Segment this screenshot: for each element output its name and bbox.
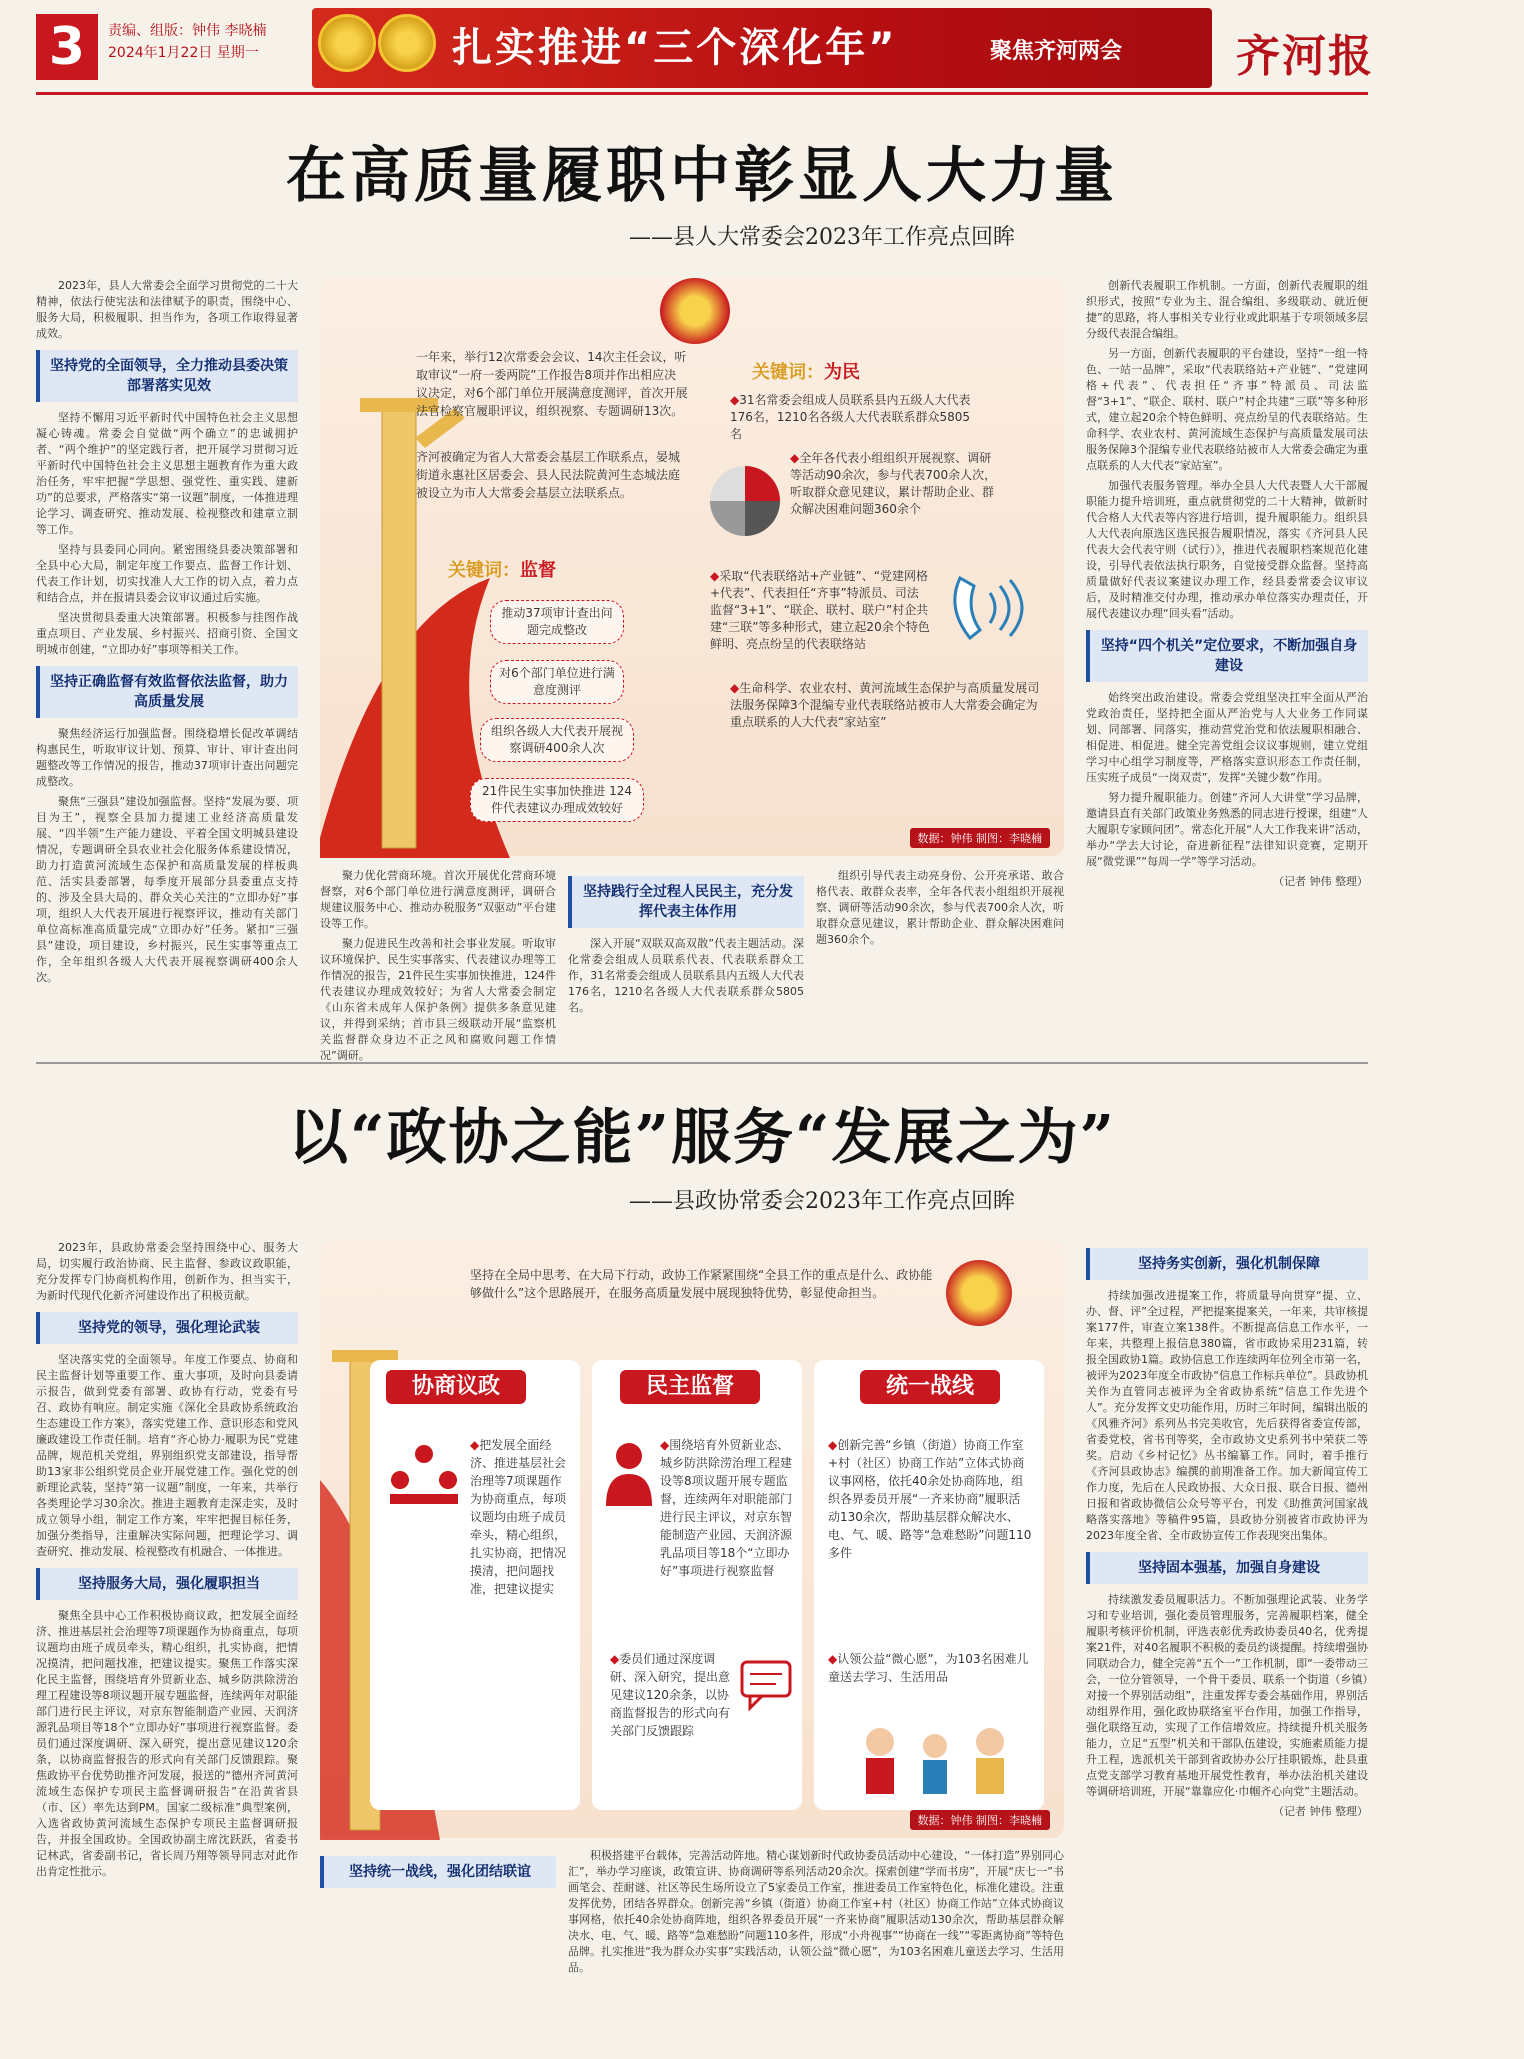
- article1-credit: （记者 钟伟 整理）: [1273, 875, 1368, 888]
- card-body: 围绕培育外贸新业态、城乡防洪除涝治理工程建设等8项议题开展专题监督，连续两年对职能部门进行民主评议，对京东智能制造产业园、天润济源乳品项目等18个“立即办好”事项进行视察监督: [660, 1438, 793, 1578]
- section-heading: 坚持服务大局，强化履职担当: [36, 1568, 298, 1600]
- article1-lead: 2023年，县人大常委会全面学习贯彻党的二十大精神，依法行使宪法和法律赋予的职责，围绕中心、服务大局，积极履职、担当作为，各项工作取得显著成效。: [36, 279, 298, 340]
- newspaper-logo: 齐河报: [1236, 31, 1374, 82]
- paragraph: 聚焦经济运行加强监督。围绕稳增长促改革调结构惠民生，听取审议计划、预算、审计、审计查出问题整改等工作情况的报告，推动37项审计查出问题完成整改。: [36, 727, 298, 788]
- section-heading: 坚持务实创新，强化机制保障: [1086, 1248, 1368, 1280]
- cppcc-emblem-icon: [378, 14, 436, 72]
- supervision-chip: 对6个部门单位进行满意度测评: [490, 660, 624, 704]
- header-rule: [36, 92, 1368, 95]
- phone-icon: [940, 568, 1030, 648]
- page-header: [0, 0, 1404, 95]
- keyword-value: 监督: [520, 560, 556, 581]
- article1-subtitle: ——县人大常委会2023年工作亮点回眸: [629, 225, 1015, 250]
- keyword-supervision: [448, 556, 556, 582]
- keyword-people: [752, 358, 860, 384]
- paragraph: 积极搭建平台载体，完善活动阵地。精心谋划新时代政协委员活动中心建设，“一体打造”界别同心汇”，举办学习座谈，政策宣讲、协商调研等系列活动20余次。探索创建“学而书房”，开展“庆七一”书画笔会、茬耐谜、社区等民生场所设立了5家委员工作室，推进委员工作室特色化，标准化建设。注重发挥优势，团结各界群众。创新完善“乡镇（街道）协商工作室+村（社区）协商工作站”立体式协商议事网格，依托40余处协商阵地，组织各界委员开展“一齐来协商”履职活动130余次，帮助基层群众解决水、电、气、暖、路等“急难愁盼”问题110多件，形成“小舟视事”“协商在一线”“零距离协商”等特色品牌。扎实推进“我为群众办实事”实践活动，认领公益“微心愿”，为103名困难儿童送去学习、生活用品。: [568, 1849, 1064, 1974]
- keyword-value: 为民: [824, 362, 860, 383]
- article2-lead: 2023年，县政协常委会坚持围绕中心、服务大局，切实履行政治协商、民主监督、参政议政职能，充分发挥专门协商机构作用，创新作为、担当实干，为新时代现代化新齐河建设作出了积极贡献。: [36, 1241, 298, 1302]
- section-heading: 坚持“四个机关”定位要求，不断加强自身建设: [1086, 630, 1368, 682]
- article1-left-column: [36, 278, 298, 1054]
- article2-title: 以“政协之能”服务“发展之为”: [287, 1103, 1117, 1173]
- national-emblem-icon: [660, 278, 730, 344]
- card-text: ◆委员们通过深度调研、深入研究，提出意见建议120余条，以协商监督报告的形式向有关部门反馈跟踪: [610, 1652, 731, 1738]
- paragraph: 聚力促进民生改善和社会事业发展。听取审议环境保护、民生实事落实、代表建议办理等工作情况的报告，21件民生实事加快推进，124件代表建议办理成效较好；为省人大常委会制定《山东省未成年人保护条例》提供多条意见建议，并得到采纳；首市县三级联动开展“监察机关监督群众身边不正之风和腐败问题工作情况”调研。: [320, 937, 556, 1062]
- article1-title: 在高质量履职中彰显人大力量: [286, 141, 1118, 211]
- children-illustration-icon: [840, 1720, 1030, 1800]
- infographic-credit: 数据：钟伟 制图：李晓楠: [910, 828, 1051, 848]
- paragraph: 坚持不懈用习近平新时代中国特色社会主义思想凝心铸魂。常委会自觉做“两个确立”的忠诚拥护者、“两个维护”的坚定践行者，把开展学习贯彻习近平新时代中国特色社会主义思想主题教育作为重大政治任务，牢牢把握“学思想、强党性、重实践、建新功”的总要求，严格落实“第一议题”制度，一体推进理论学习、调查研究、推动发展、检视整改和建章立制等工作。: [36, 411, 298, 536]
- card-body: 认领公益“微心愿”，为103名困难儿童送去学习、生活用品: [828, 1652, 1029, 1684]
- card-body: 委员们通过深度调研、深入研究，提出意见建议120余条，以协商监督报告的形式向有关部门反馈跟踪: [610, 1652, 731, 1738]
- section-heading: 坚持践行全过程人民民主，充分发挥代表主体作用: [568, 876, 804, 928]
- card-text: ◆把发展全面经济、推进基层社会治理等7项课题作为协商重点，每项议题均由班子成员牵头，精心组织，扎实协商，把情况摸清，把问题找准，把建议提实: [470, 1438, 567, 1596]
- keyword-label: 关键词：: [752, 362, 824, 383]
- paragraph: 聚力优化营商环境。首次开展优化营商环境督察，对6个部门单位进行满意度测评，调研合规建议服务中心、推动办税服务“双驱动”平台建设等工作。: [320, 869, 556, 930]
- article2-credit: （记者 钟伟 整理）: [1273, 1805, 1368, 1818]
- section-heading: 坚持正确监督有效监督依法监督，助力高质量发展: [36, 666, 298, 718]
- paragraph: 坚决落实党的全面领导。年度工作要点、协商和民主监督计划等重要工作、重大事项，及时向县委请示报告，做到党委有部署、政协有行动，党委有号召、政协有响应。制定实施《深化全县政协系统政治生态建设工作方案》，落实党建工作、意识形态和党风廉政建设工作责任制。培育“齐心协力·履职为民”党建品牌，规范机关党组，界别组织党支部建设，指导帮助13家非公组织党员企业开展党建工作。强化党的创新理论武装，坚持“第一议题”制度，一年来，共举行各类理论学习30余次。推进主题教育走深走实，及时成立领导小组，制定工作方案，牢牢把握目标任务，加强分类指导，注重解决实际问题，把理论学习、调查研究、推动发展、检视整改有机融合、一体推进。: [36, 1353, 298, 1558]
- article1-mid-column-b: [568, 868, 804, 1054]
- section-divider: [36, 1062, 1368, 1064]
- infographic-credit: 数据：钟伟 制图：李晓楠: [910, 1810, 1051, 1830]
- paragraph: 加强代表服务管理。举办全县人大代表暨人大干部履职能力提升培训班，重点就贯彻党的二十大精神，做新时代合格人大代表等内容进行培训，提升履职能力。组织县人大代表向原选区选民报告履职情况，落实《齐河县人民代表大会代表守则（试行）》，推进代表履职档案规范化建设，引导代表依法执行职务，自觉接受群众监督。坚持高质量做好代表议案建议办理工作，经县委常委会议审议后，及时精准交付办理，推动承办单位落实办理责任，开展代表建议办理“回头看”活动。: [1086, 479, 1368, 620]
- card-supervision: [592, 1360, 802, 1810]
- paragraph: 努力提升履职能力。创建“齐河人大讲堂”学习品牌，邀请县直有关部门政策业务熟悉的同志进行授课，组建“人大履职专家顾问团”。常态化开展“人大工作我来讲”活动，举办“学去大讨论，奋进新征程”法律知识竞赛，定期开展“微党课”“每周一学”等学习活动。: [1086, 791, 1368, 868]
- people-bullet: ◆全年各代表小组组织开展视察、调研等活动90余次，参与代表700余人次，听取群众意见建议，累计帮助企业、群众解决困难问题360余个: [790, 451, 997, 516]
- paragraph: 组织引导代表主动亮身份、公开亮承诺、敢合格代表、敢群众表率，全年各代表小组组织开展视察、调研等活动90余次，参与代表700余人次，听取群众意见建议，累计帮助企业、群众解决困难问题360余个。: [816, 869, 1064, 946]
- card-title: 协商议政: [386, 1370, 526, 1404]
- cppcc-emblem-icon: [946, 1260, 1012, 1326]
- article2-mid-column-b: [568, 1848, 1064, 2030]
- editors: 责编、组版：钟伟 李晓楠: [108, 23, 267, 39]
- person-icon: [602, 1440, 656, 1510]
- section-heading: 坚持统一战线，强化团结联谊: [320, 1856, 556, 1888]
- supervision-chip: 推动37项审计查出问题完成整改: [490, 600, 624, 644]
- bullet-text: 全年各代表小组组织开展视察、调研等活动90余次，参与代表700余人次，听取群众意见建议，累计帮助企业、群众解决困难问题360余个: [790, 451, 997, 516]
- pie-decor-icon: [710, 466, 780, 536]
- party-emblem-icon: [318, 14, 376, 72]
- npc-infographic: [320, 278, 1064, 856]
- banner-title: 扎实推进“三个深化年”: [452, 25, 898, 71]
- people-bullet: ◆31名常委会组成人员联系县内五级人大代表176名，1210名各级人大代表联系群众5805名: [730, 393, 971, 441]
- people-bullet: ◆生命科学、农业农村、黄河流域生态保护与高质量发展司法服务保障3个混编专业代表联络站被市人大常委会确定为重点联系的人大代表“家站室”: [730, 681, 1040, 729]
- paragraph: 聚焦“三强县”建设加强监督。坚持“发展为要、项目为王”，视察全县加力提速工业经济高质量发展、“四半领”生产能力建设、平着全国文明城县建设情况，专题调研全县农业社会化服务体系建设情况，助力打造黄河流域生态保护和高质量发展的样板典范、活实县委部署，每季度开展部分县委重点支持的、涉及全县大局的、群众关心关注的“立即办好”事项，组织人大代表开展进行视察评议，推动有关部门单位高标准高质量完成“立即办好”任务。紧扣“三强县”建设，项目建设，乡村振兴，民生实事等重点工作，全年组织各级人大代表开展视察调研400余人次。: [36, 795, 298, 984]
- bullet-text: 生命科学、农业农村、黄河流域生态保护与高质量发展司法服务保障3个混编专业代表联络站被市人大常委会确定为重点联系的人大代表“家站室”: [730, 681, 1040, 729]
- chat-bubble-icon: [740, 1660, 792, 1710]
- paragraph: 持续激发委员履职活力。不断加强理论武装、业务学习和专业培训，强化委员管理服务，完善履职档案，健全履职考核评价机制，评选表彰优秀政协委员40名，优秀提案21件，对40名履职不积极的委员约谈提醒。持续增强协同联动合力，健全完善“五个一”工作机制，即“一委带动三会，一位分管领导，一个骨干委员、联系一个街道（乡镇）对接一个界别活动组”，注重发挥专委会基础作用，界别活动组界作用，强化政协联络室平台作用，加强工作指导，强化联络互动，实现了工作信增效应。持续提升机关服务能力，立足“五型”机关和干部队伍建设，实施素质能力提升工程，选派机关干部到省政协办公厅挂职锻炼，赴县重点党支部学习教育基地开展党性教育，举办法治机关建设等调研培训班，开展“靠靠应化·巾帼齐心向党”主题活动。: [1086, 1593, 1368, 1798]
- paragraph: 深入开展“双联双高双散”代表主题活动。深化常委会组成人员联系代表、代表联系群众工作，31名常委会组成人员联系县内五级人大代表176名，1210名各级人大代表联系群众5805名。: [568, 937, 804, 1014]
- card-title: 民主监督: [620, 1370, 760, 1404]
- card-body: 创新完善“乡镇（街道）协商工作室+村（社区）协商工作站”立体式协商议事网格，依托40余处协商阵地，组织各界委员开展“一齐来协商”履职活动130余次，帮助基层群众解决水、电、气、暖、路等“急难愁盼”问题110多件: [828, 1438, 1032, 1560]
- npc-intro-a: 一年来，举行12次常委会会议、14次主任会议，听取审议“一府一委两院”工作报告8项并作出相应决议决定，对6个部门单位开展满意度测评，首次开展法官检察官履职评议，组织视察、专题调研13次。: [416, 350, 688, 418]
- bullet-text: 采取“代表联络站+产业链”、“党建网格+代表”、代表担任“齐事”特派员、司法监督“3+1”、“联企、联村、联户”村企共建“三联”等多种形式，建立起20余个特色鲜明、亮点纷呈的代表联络站: [710, 569, 930, 651]
- card-title: 统一战线: [860, 1370, 1000, 1404]
- card-text: ◆认领公益“微心愿”，为103名困难儿童送去学习、生活用品: [828, 1652, 1029, 1684]
- article2-left-column: [36, 1240, 298, 2030]
- paragraph: 创新代表履职工作机制。一方面，创新代表履职的组织形式，按照“专业为主、混合编组、多级联动、就近便捷”的思路，将人事相关专业行业或此职基于专项领域多层分级代表混合编组。: [1086, 279, 1368, 340]
- section-heading: 坚持党的全面领导，全力推动县委决策部署落实见效: [36, 350, 298, 402]
- article2-right-column: [1086, 1240, 1368, 2030]
- supervision-chip: 组织各级人大代表开展视察调研400余人次: [480, 718, 634, 762]
- banner-subtitle: 聚焦齐河两会: [990, 39, 1123, 64]
- section-heading: 坚持固本强基，加强自身建设: [1086, 1552, 1368, 1584]
- article2-subtitle: ——县政协常委会2023年工作亮点回眸: [629, 1189, 1015, 1214]
- paragraph: 聚焦全县中心工作积极协商议政，把发展全面经济、推进基层社会治理等7项课题作为协商重点，每项议题均由班子成员牵头，精心组织，扎实协商，把情况摸清，把问题找准，把建议提实。聚焦工作落实深化民主监督，围绕培育外贸新业态、城乡防洪除涝治理工程建设等8项议题开展专题监督，连续两年对职能部门进行民主评议，对京东智能制造产业园、天润济源乳品项目等18个“立即办好”事项进行视察监督。委员们通过深度调研、深入研究，提出意见建议120余条，以协商监督报告的形式向有关部门反馈跟踪。聚焦政协平台优势助推齐河发展，报送的“德州齐河黄河流域生态保护专项民主监督调研报告”在沿黄省县（市、区）率先达到PM。国家二级标准”典型案例，入选省政协黄河流域生态保护专项民主监督调研报告，并报全国政协。全国政协副主席沈跃跃，省委书记林武，省委副书记，省长周乃翔等领导同志对此作出肯定性批示。: [36, 1609, 298, 1878]
- article1-mid-column: [320, 868, 556, 1062]
- edition-meta: [108, 20, 266, 64]
- paragraph: 坚持与县委同心同向。紧密围绕县委决策部署和全县中心大局，制定年度工作要点、监督工作计划、代表工作计划，切实找准人大工作的切入点，着力点和结合点，并在报请县委会议审议通过后实施。: [36, 543, 298, 604]
- section-heading: 坚持党的领导，强化理论武装: [36, 1312, 298, 1344]
- card-text: ◆创新完善“乡镇（街道）协商工作室+村（社区）协商工作站”立体式协商议事网格，依托40余处协商阵地，组织各界委员开展“一齐来协商”履职活动130余次，帮助基层群众解决水、电、气、暖、路等“急难愁盼”问题110多件: [828, 1438, 1032, 1560]
- cppcc-infographic: [320, 1240, 1064, 1838]
- keyword-label: 关键词：: [448, 560, 520, 581]
- paragraph: 始终突出政治建设。常委会党组坚决扛牢全面从严治党政治责任，坚持把全面从严治党与人大业务工作同谋划、同部署、同落实，推动营党治党和依法履职相融合、相促进、相促进。健全完善党组会议议事规则，建立党组学习中心组学习制度等，严格落实意识形态工作责任制，压实班子成员“一岗双责”，发挥“关键少数”作用。: [1086, 691, 1368, 784]
- cppcc-intro: 坚持在全局中思考、在大局下行动，政协工作紧紧围绕“全县工作的重点是什么、政协能够做什么”这个思路展开，在服务高质量发展中展现独特优势，彰显使命担当。: [470, 1268, 933, 1300]
- people-meeting-icon: [386, 1440, 462, 1510]
- article2-mid-column: [320, 1848, 556, 2030]
- paragraph: 另一方面，创新代表履职的平台建设，坚持“一组一特色、一站一品牌”，采取“代表联络站+产业链”、“党建网格+代表”、代表担任“齐事”特派员、司法监督“3+1”、“联企、联村、联户”村企共建“三联”等多种形式，建立起20余个特色鲜明、亮点纷呈的代表联络站。生命科学、农业农村、黄河流域生态保护与高质量发展司法服务保障3个混编专业代表联络站被市人大常委会确定为重点联系的人大代表“家站室”。: [1086, 347, 1368, 472]
- issue-date: 2024年1月22日 星期一: [108, 45, 259, 61]
- article1-right-column: [1086, 278, 1368, 1054]
- card-text: ◆围绕培育外贸新业态、城乡防洪除涝治理工程建设等8项议题开展专题监督，连续两年对职能部门进行民主评议，对京东智能制造产业园、天润济源乳品项目等18个“立即办好”事项进行视察监督: [660, 1438, 793, 1578]
- page-number: 3: [36, 14, 98, 80]
- people-bullet: ◆采取“代表联络站+产业链”、“党建网格+代表”、代表担任“齐事”特派员、司法监督“3+1”、“联企、联村、联户”村企共建“三联”等多种形式，建立起20余个特色鲜明、亮点纷呈的代表联络站: [710, 569, 930, 651]
- paragraph: 坚决贯彻县委重大决策部署。积极参与挂图作战重点项目、产业发展、乡村振兴、招商引资、全国文明城市创建，“立即办好”事项等相关工作。: [36, 611, 298, 656]
- card-body: 把发展全面经济、推进基层社会治理等7项课题作为协商重点，每项议题均由班子成员牵头，精心组织，扎实协商，把情况摸清，把问题找准，把建议提实: [470, 1438, 567, 1596]
- npc-intro-b: 齐河被确定为省人大常委会基层工作联系点，晏城街道永惠社区居委会、县人民法院黄河生态城法庭被设立为市人大常委会基层立法联系点。: [416, 450, 681, 500]
- bullet-text: 31名常委会组成人员联系县内五级人大代表176名，1210名各级人大代表联系群众5805名: [730, 393, 971, 441]
- paragraph: 持续加强改进提案工作，将质量导向贯穿“提、立、办、督、评”全过程，严把提案提案关，一年来，共审核提案177件，审查立案138件。不断提高信息工作水平，一年来，共整理上报信息380篇，省市政协采用231篇，转报全国政协1篇。政协信息工作连续两年位列全市第一名，被评为2023年度全市政协“信息工作标兵单位”。县政协机关作为直管同志被评为全省政协系统“信息工作先进个人”。充分发挥文史功能作用，历时三年时间，编辑出版的《风雅齐河》系列丛书完美收官，先后获得省委宣传部，省委党校，省书刊等奖，全市政协文史系列书中荣获二等奖。启动《乡村记忆》丛书编纂工作。同时，着手推行《齐河县政协志》编撰的前期准备工作。加大新闻宣传工作力度，先后在人民政协报、大众日报、联合日报、德州日报和省政协微信公众号等平台，刊发《助推黄河国家战略落实落地》等稿件95篇，县政协分别被省市政协评为2023年度全省、全市政协宣传工作表现突出集体。: [1086, 1289, 1368, 1542]
- article1-mid-column-c: [816, 868, 1064, 1054]
- supervision-chip: 21件民生实事加快推进 124件代表建议办理成效较好: [470, 778, 644, 822]
